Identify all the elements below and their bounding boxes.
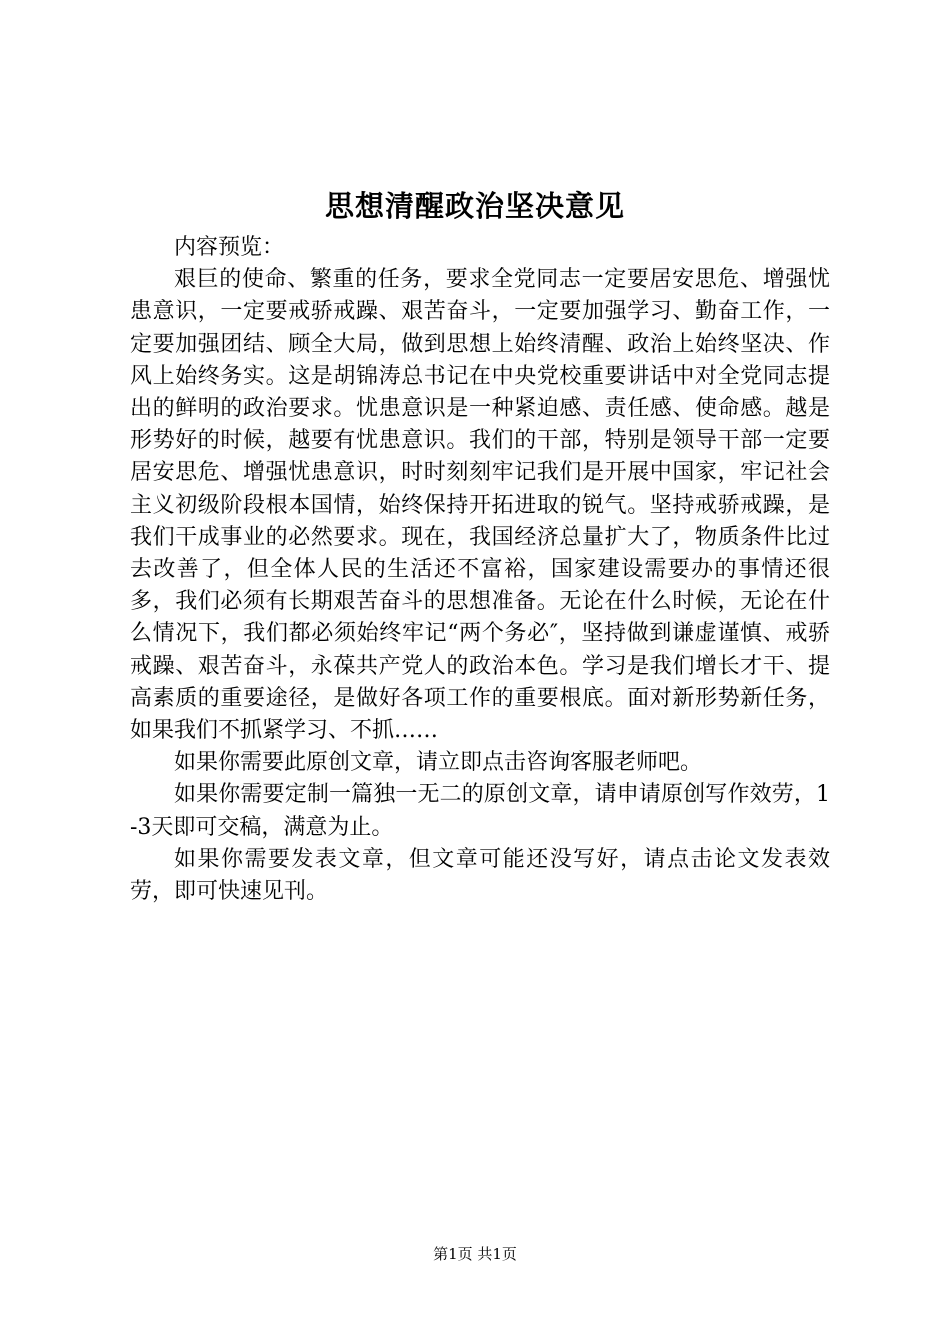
preview-paragraph: 艰巨的使命、繁重的任务，要求全党同志一定要居安思危、增强忧患意识，一定要戒骄戒躁、艰苦奋斗，一定要加强学习、勤奋工作，一定要加强团结、顾全大局，做到思想上始终清醒、政治上始终坚决、作风上始终务实。这是胡锦涛总书记在中央党校重要讲话中对全党同志提出的鲜明的政治要求。忧患意识是一种紧迫感、责任感、使命感。越是形势好的时候，越要有忧患意识。我们的干部，特别是领导干部一定要居安思危、增强忧患意识，时时刻刻牢记我们是开展中国家，牢记社会主义初级阶段根本国情，始终保持开拓进取的锐气。坚持戒骄戒躁，是我们干成事业的必然要求。现在，我国经济总量扩大了，物质条件比过去改善了，但全体人民的生活还不富裕，国家建设需要办的事情还很多，我们必须有长期艰苦奋斗的思想准备。无论在什么时候，无论在什么情况下，我们都必须始终牢记“两个务必″，坚持做到谦虚谨慎、戒骄戒躁、艰苦奋斗，永葆共产党人的政治本色。学习是我们增长才干、提高素质的重要途径，是做好各项工作的重要根底。面对新形势新任务，如果我们不抓紧学习、不抓…… bbox=[130, 267, 830, 744]
custom-writing-paragraph: 如果你需要定制一篇独一无二的原创文章，请申请原创写作效劳，1-3天即可交稿，满意为止。 bbox=[130, 782, 830, 840]
document-body bbox=[130, 232, 830, 908]
publish-paragraph: 如果你需要发表文章，但文章可能还没写好，请点击论文发表效劳，即可快速见刊。 bbox=[130, 846, 830, 905]
document-title: 思想清醒政治坚决意见 bbox=[324, 189, 625, 223]
consult-paragraph: 如果你需要此原创文章，请立即点击咨询客服老师吧。 bbox=[174, 750, 703, 776]
preview-label: 内容预览： bbox=[174, 235, 285, 260]
page-footer: 第1页 共1页 bbox=[433, 1245, 517, 1263]
